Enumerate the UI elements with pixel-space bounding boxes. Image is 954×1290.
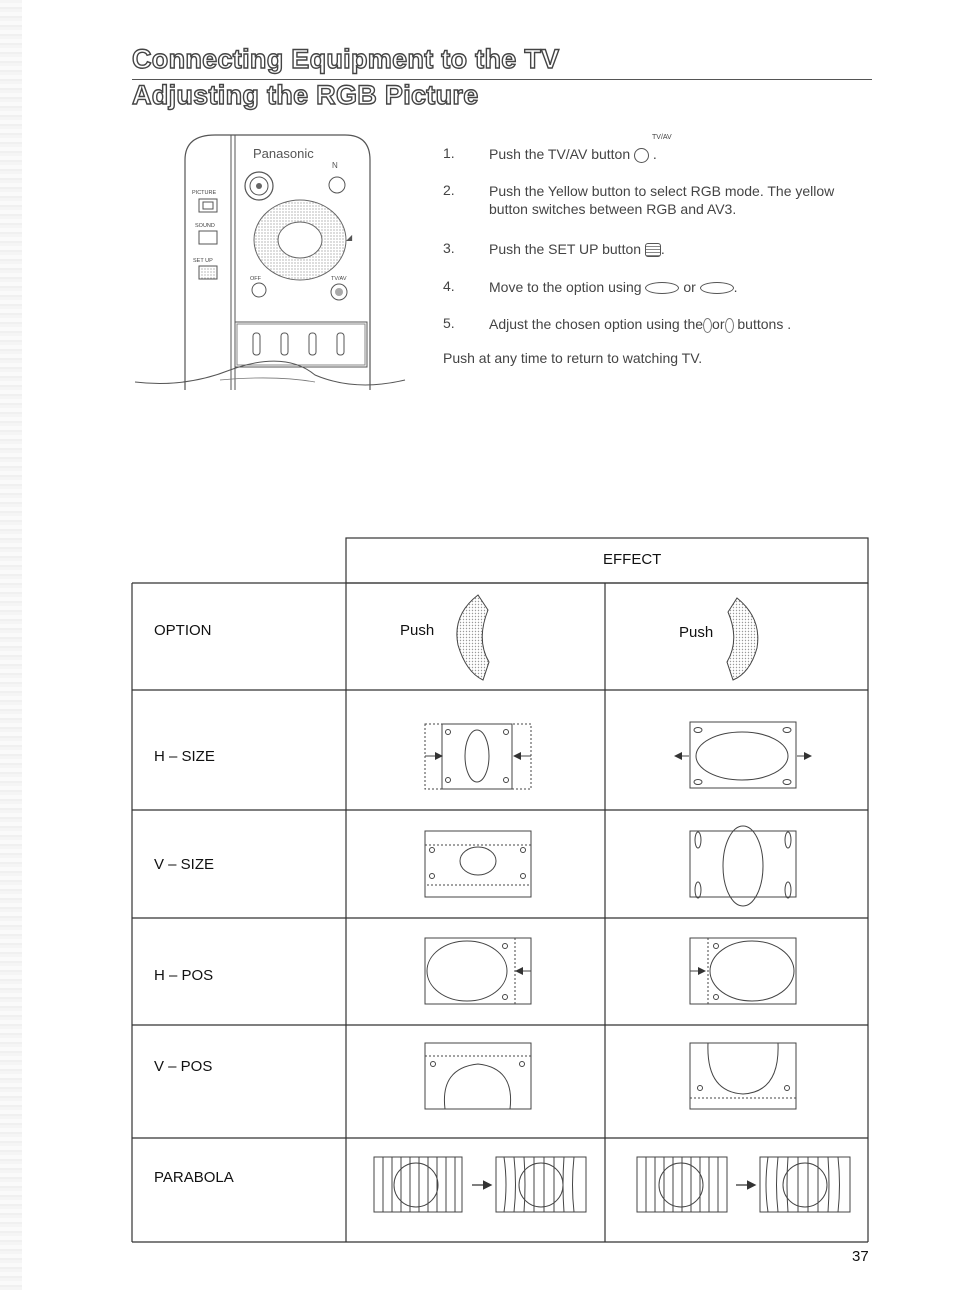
option-header: OPTION	[154, 622, 212, 639]
parabola-left-before	[374, 1157, 462, 1212]
parabola-right-before	[637, 1157, 727, 1212]
push-note: Push at any time to return to watching TV.	[443, 350, 703, 366]
push-right-label: Push	[679, 624, 714, 641]
effect-header: EFFECT	[603, 551, 662, 568]
vpos-down-diagram	[690, 1043, 796, 1109]
remote-label-off: OFF	[250, 276, 261, 282]
remote-label-tvav: TV/AV	[331, 276, 347, 282]
row-label-hpos: H – POS	[154, 967, 214, 984]
step-number: 1.	[443, 145, 455, 161]
step-text: Push the TV/AV button	[489, 146, 631, 162]
step-text: Adjust the chosen option using the	[489, 316, 704, 332]
parabola-left-after	[496, 1157, 586, 1212]
remote-label-picture: PICTURE	[192, 190, 217, 196]
hsize-shrink-diagram	[425, 724, 531, 789]
row-label-vpos: V – POS	[154, 1058, 213, 1075]
hsize-expand-diagram	[676, 722, 810, 788]
step-number: 2.	[443, 182, 455, 198]
hpos-left-diagram	[425, 938, 531, 1004]
right-arrow-shape-icon	[727, 598, 758, 680]
page-subtitle: Adjusting the RGB Picture	[132, 80, 479, 110]
row-label-hsize: H – SIZE	[154, 748, 215, 765]
vpos-up-diagram	[425, 1043, 531, 1109]
vsize-shrink-diagram	[425, 831, 531, 897]
row-label-vsize: V – SIZE	[154, 856, 215, 873]
remote-label-sound: SOUND	[195, 223, 215, 229]
vsize-expand-diagram	[690, 826, 796, 906]
left-arrow-shape-icon	[457, 595, 489, 680]
page-title: Connecting Equipment to the TV	[132, 44, 560, 74]
step-text: Push the SET UP button	[489, 241, 642, 257]
step-text: Push the Yellow button to select RGB mode. The yellow button switches between RGB and AV3.	[489, 183, 835, 217]
push-left-label: Push	[400, 622, 435, 639]
parabola-right-after	[760, 1157, 850, 1212]
step-number: 3.	[443, 240, 455, 256]
step-text: Move to the option using	[489, 279, 642, 295]
remote-brand: Panasonic	[253, 146, 314, 161]
row-label-parabola: PARABOLA	[154, 1169, 234, 1186]
remote-label-setup: SET UP	[193, 258, 213, 264]
hpos-right-diagram	[690, 938, 796, 1004]
tvav-mini-label: TV/AV	[652, 134, 672, 141]
step-number: 5.	[443, 315, 455, 331]
step-number: 4.	[443, 278, 455, 294]
remote-label-n: N	[332, 161, 338, 170]
page-number: 37	[852, 1248, 869, 1265]
svg-text:◢: ◢	[346, 233, 353, 242]
